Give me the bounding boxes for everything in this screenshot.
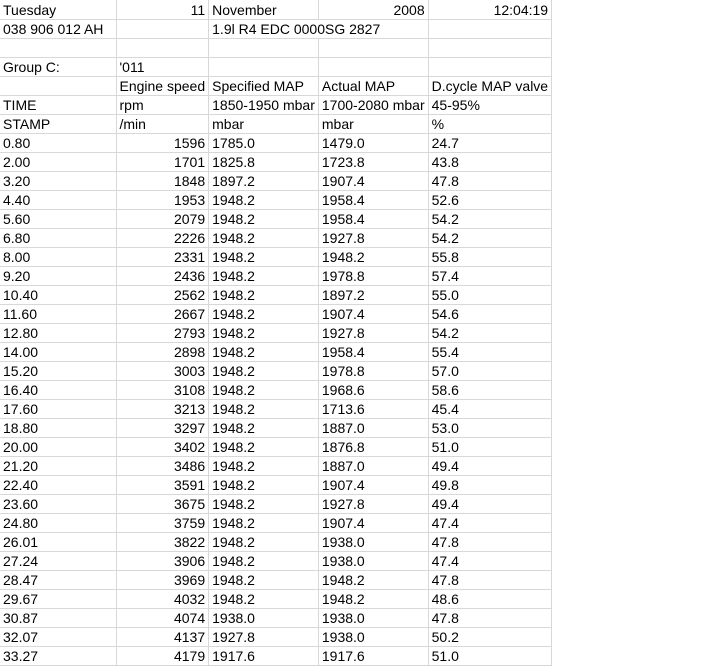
cell-time-stamp[interactable]: 30.87 [0,609,116,628]
cell-time-stamp[interactable]: 4.40 [0,191,116,210]
cell-specified-map[interactable]: 1948.2 [209,438,319,457]
cell-engine-speed[interactable]: 1596 [116,134,209,153]
cell-part-number[interactable]: 038 906 012 AH [0,20,116,39]
cell-actual-map[interactable]: 1917.6 [318,647,428,666]
table-row [0,647,552,666]
cell-empty[interactable] [116,20,209,39]
table-row [0,514,552,533]
cell-time-stamp[interactable]: 12.80 [0,324,116,343]
cell-dcycle-map[interactable]: 53.0 [428,419,551,438]
cell-day[interactable]: Tuesday [0,0,116,20]
cell-actual-map[interactable]: 1887.0 [318,419,428,438]
cell-specified-map[interactable]: 1948.2 [209,324,319,343]
cell-actual-map[interactable]: 1927.8 [318,495,428,514]
table-row [0,438,552,457]
cell-engine-speed[interactable]: 3591 [116,476,209,495]
cell-engine-speed[interactable]: 3003 [116,362,209,381]
cell-specified-map[interactable]: 1948.2 [209,457,319,476]
cell-specified-map[interactable]: 1938.0 [209,609,319,628]
col-name-specified-map[interactable]: Specified MAP [209,77,319,96]
col-unit-specified[interactable]: mbar [209,115,319,134]
cell-specified-map[interactable]: 1948.2 [209,514,319,533]
cell-time-stamp[interactable]: 6.80 [0,229,116,248]
cell-actual-map[interactable]: 1938.0 [318,533,428,552]
cell-dcycle-map[interactable]: 43.8 [428,153,551,172]
cell-dcycle-map[interactable]: 49.8 [428,476,551,495]
table-row [0,229,552,248]
table-row [0,286,552,305]
col-spec-specified[interactable]: 1850-1950 mbar [209,96,319,115]
cell-dcycle-map[interactable]: 57.0 [428,362,551,381]
cell-time-stamp[interactable]: 3.20 [0,172,116,191]
cell-dcycle-map[interactable]: 52.6 [428,191,551,210]
cell-time-stamp[interactable]: 29.67 [0,590,116,609]
cell-empty[interactable] [428,58,551,77]
cell-time-stamp[interactable]: 21.20 [0,457,116,476]
cell-engine-speed[interactable]: 1848 [116,172,209,191]
cell-specified-map[interactable]: 1948.2 [209,476,319,495]
cell-actual-map[interactable]: 1978.8 [318,267,428,286]
cell-specified-map[interactable]: 1948.2 [209,381,319,400]
cell-engine-speed[interactable]: 3108 [116,381,209,400]
cell-actual-map[interactable]: 1938.0 [318,609,428,628]
cell-time-stamp[interactable]: 20.00 [0,438,116,457]
table-row [0,628,552,647]
cell-actual-map[interactable]: 1968.6 [318,381,428,400]
cell-dcycle-map[interactable]: 49.4 [428,457,551,476]
table-row [0,362,552,381]
cell-empty[interactable] [209,58,319,77]
table-row [0,590,552,609]
cell-specified-map[interactable]: 1948.2 [209,590,319,609]
table-row [0,248,552,267]
cell-time-stamp[interactable]: 0.80 [0,134,116,153]
cell-dcycle-map[interactable]: 47.4 [428,514,551,533]
cell-specified-map[interactable]: 1948.2 [209,210,319,229]
cell-time-stamp[interactable]: 17.60 [0,400,116,419]
cell-specified-map[interactable]: 1917.6 [209,647,319,666]
cell-specified-map[interactable]: 1948.2 [209,343,319,362]
cell-dcycle-map[interactable]: 55.0 [428,286,551,305]
cell-actual-map[interactable]: 1927.8 [318,229,428,248]
cell-time-stamp[interactable]: 14.00 [0,343,116,362]
table-row [0,381,552,400]
cell-specified-map[interactable]: 1948.2 [209,362,319,381]
col-name-engine-speed[interactable]: Engine speed [116,77,209,96]
cell-specified-map[interactable]: 1948.2 [209,419,319,438]
table-row [0,609,552,628]
col-unit-dcycle[interactable]: % [428,115,551,134]
cell-dcycle-map[interactable]: 49.4 [428,495,551,514]
sheet-row-header-date [0,0,552,20]
sheet-row-column-specs [0,96,552,115]
cell-specified-map[interactable]: 1897.2 [209,172,319,191]
cell-time-stamp[interactable]: 28.47 [0,571,116,590]
cell-actual-map[interactable]: 1938.0 [318,628,428,647]
cell-dcycle-map[interactable]: 48.6 [428,590,551,609]
table-row [0,210,552,229]
cell-time-stamp[interactable]: 23.60 [0,495,116,514]
cell-month[interactable]: November [209,0,319,20]
cell-dcycle-map[interactable]: 54.2 [428,210,551,229]
cell-engine-speed[interactable]: 2562 [116,286,209,305]
cell-engine-speed[interactable]: 3759 [116,514,209,533]
col-spec-actual[interactable]: 1700-2080 mbar [318,96,428,115]
col-spec-dcycle[interactable]: 45-95% [428,96,551,115]
table-row [0,343,552,362]
table-row [0,400,552,419]
cell-actual-map[interactable]: 1958.4 [318,191,428,210]
cell-engine-speed[interactable]: 4032 [116,590,209,609]
cell-dcycle-map[interactable]: 47.4 [428,552,551,571]
cell-actual-map[interactable]: 1958.4 [318,210,428,229]
table-row [0,172,552,191]
cell-dcycle-map[interactable]: 45.4 [428,400,551,419]
cell-actual-map[interactable]: 1713.6 [318,400,428,419]
cell-time-stamp[interactable]: 32.07 [0,628,116,647]
cell-engine-speed[interactable]: 4137 [116,628,209,647]
cell-actual-map[interactable]: 1927.8 [318,324,428,343]
cell-engine-speed[interactable]: 3906 [116,552,209,571]
cell-actual-map[interactable]: 1876.8 [318,438,428,457]
cell-engine-speed[interactable]: 2898 [116,343,209,362]
cell-time-stamp[interactable]: 5.60 [0,210,116,229]
cell-engine-speed[interactable]: 4179 [116,647,209,666]
cell-empty[interactable] [428,39,551,58]
cell-dcycle-map[interactable]: 50.2 [428,628,551,647]
cell-dcycle-map[interactable]: 47.8 [428,571,551,590]
col-unit-rpm[interactable]: /min [116,115,209,134]
cell-specified-map[interactable]: 1948.2 [209,286,319,305]
col-spec-rpm[interactable]: rpm [116,96,209,115]
sheet-row-column-units [0,115,552,134]
table-row [0,419,552,438]
cell-time-stamp[interactable]: 18.80 [0,419,116,438]
cell-time-stamp[interactable]: 27.24 [0,552,116,571]
cell-engine-speed[interactable]: 3969 [116,571,209,590]
cell-specified-map[interactable]: 1948.2 [209,571,319,590]
cell-engine-speed[interactable]: 4074 [116,609,209,628]
cell-engine-speed[interactable]: 2667 [116,305,209,324]
cell-time-stamp[interactable]: 26.01 [0,533,116,552]
cell-dcycle-map[interactable]: 57.4 [428,267,551,286]
col-spec-time[interactable]: TIME [0,96,116,115]
cell-group-label[interactable]: Group C: [0,58,116,77]
cell-engine-speed[interactable]: 3213 [116,400,209,419]
cell-year[interactable]: 2008 [318,0,428,20]
cell-actual-map[interactable]: 1479.0 [318,134,428,153]
cell-dcycle-map[interactable]: 47.8 [428,533,551,552]
cell-engine-speed[interactable]: 3822 [116,533,209,552]
cell-actual-map[interactable]: 1907.4 [318,514,428,533]
cell-group-code[interactable]: '011 [116,58,209,77]
cell-specified-map[interactable]: 1785.0 [209,134,319,153]
table-row [0,552,552,571]
col-unit-actual[interactable]: mbar [318,115,428,134]
cell-actual-map[interactable]: 1948.2 [318,590,428,609]
sheet-row-group [0,58,552,77]
table-row [0,324,552,343]
cell-actual-map[interactable]: 1938.0 [318,552,428,571]
cell-actual-map[interactable]: 1887.0 [318,457,428,476]
cell-engine-speed[interactable]: 2436 [116,267,209,286]
cell-dcycle-map[interactable]: 55.8 [428,248,551,267]
cell-specified-map[interactable]: 1825.8 [209,153,319,172]
cell-specified-map[interactable]: 1948.2 [209,495,319,514]
cell-engine-speed[interactable]: 3402 [116,438,209,457]
cell-actual-map[interactable]: 1948.2 [318,248,428,267]
cell-actual-map[interactable]: 1978.8 [318,362,428,381]
cell-engine-speed[interactable]: 1701 [116,153,209,172]
cell-engine-speed[interactable]: 2226 [116,229,209,248]
sheet-row-blank [0,39,552,58]
table-row [0,191,552,210]
cell-empty[interactable] [116,39,209,58]
cell-specified-map[interactable]: 1927.8 [209,628,319,647]
cell-specified-map[interactable]: 1948.2 [209,248,319,267]
cell-actual-map[interactable]: 1907.4 [318,305,428,324]
cell-specified-map[interactable]: 1948.2 [209,229,319,248]
cell-actual-map[interactable]: 1907.4 [318,172,428,191]
cell-engine-speed[interactable]: 3486 [116,457,209,476]
table-row [0,533,552,552]
cell-engine-speed[interactable]: 3675 [116,495,209,514]
cell-empty[interactable] [318,58,428,77]
cell-specified-map[interactable]: 1948.2 [209,191,319,210]
cell-date-num[interactable]: 11 [116,0,209,20]
cell-dcycle-map[interactable]: 55.4 [428,343,551,362]
table-row [0,267,552,286]
cell-empty[interactable] [209,39,319,58]
col-name-dcycle-map[interactable]: D.cycle MAP valve [428,77,551,96]
sheet-row-header-vehicle [0,20,552,39]
cell-dcycle-map[interactable]: 47.8 [428,172,551,191]
cell-time-stamp[interactable]: 24.80 [0,514,116,533]
cell-empty[interactable] [318,39,428,58]
cell-actual-map[interactable]: 1897.2 [318,286,428,305]
cell-empty[interactable] [428,20,551,39]
cell-actual-map[interactable]: 1948.2 [318,571,428,590]
cell-actual-map[interactable]: 1723.8 [318,153,428,172]
cell-actual-map[interactable]: 1958.4 [318,343,428,362]
cell-time-stamp[interactable]: 15.20 [0,362,116,381]
sheet-row-column-names [0,77,552,96]
cell-actual-map[interactable]: 1907.4 [318,476,428,495]
cell-time-stamp[interactable]: 16.40 [0,381,116,400]
cell-time-stamp[interactable]: 8.00 [0,248,116,267]
cell-dcycle-map[interactable]: 51.0 [428,438,551,457]
cell-time-stamp[interactable]: 11.60 [0,305,116,324]
col-name-actual-map[interactable]: Actual MAP [318,77,428,96]
cell-specified-map[interactable]: 1948.2 [209,400,319,419]
cell-time-stamp[interactable]: 2.00 [0,153,116,172]
cell-engine-speed[interactable]: 2793 [116,324,209,343]
table-row [0,476,552,495]
col-name-0[interactable] [0,77,116,96]
table-row [0,153,552,172]
cell-specified-map[interactable]: 1948.2 [209,267,319,286]
cell-dcycle-map[interactable]: 47.8 [428,609,551,628]
cell-time[interactable]: 12:04:19 [428,0,551,20]
cell-dcycle-map[interactable]: 54.6 [428,305,551,324]
cell-time-stamp[interactable]: 10.40 [0,286,116,305]
table-row [0,495,552,514]
cell-specified-map[interactable]: 1948.2 [209,305,319,324]
cell-engine-speed[interactable]: 2331 [116,248,209,267]
cell-dcycle-map[interactable]: 24.7 [428,134,551,153]
cell-engine-speed[interactable]: 3297 [116,419,209,438]
cell-time-stamp[interactable]: 22.40 [0,476,116,495]
table-row [0,134,552,153]
cell-time-stamp[interactable]: 9.20 [0,267,116,286]
table-row [0,457,552,476]
cell-specified-map[interactable]: 1948.2 [209,552,319,571]
cell-engine[interactable]: 1.9l R4 EDC 0000SG 2827 [209,20,429,39]
cell-dcycle-map[interactable]: 58.6 [428,381,551,400]
cell-dcycle-map[interactable]: 54.2 [428,229,551,248]
col-unit-stamp[interactable]: STAMP [0,115,116,134]
cell-engine-speed[interactable]: 1953 [116,191,209,210]
cell-empty[interactable] [0,39,116,58]
table-row [0,305,552,324]
cell-dcycle-map[interactable]: 54.2 [428,324,551,343]
cell-time-stamp[interactable]: 33.27 [0,647,116,666]
cell-engine-speed[interactable]: 2079 [116,210,209,229]
cell-specified-map[interactable]: 1948.2 [209,533,319,552]
cell-dcycle-map[interactable]: 51.0 [428,647,551,666]
table-row [0,571,552,590]
